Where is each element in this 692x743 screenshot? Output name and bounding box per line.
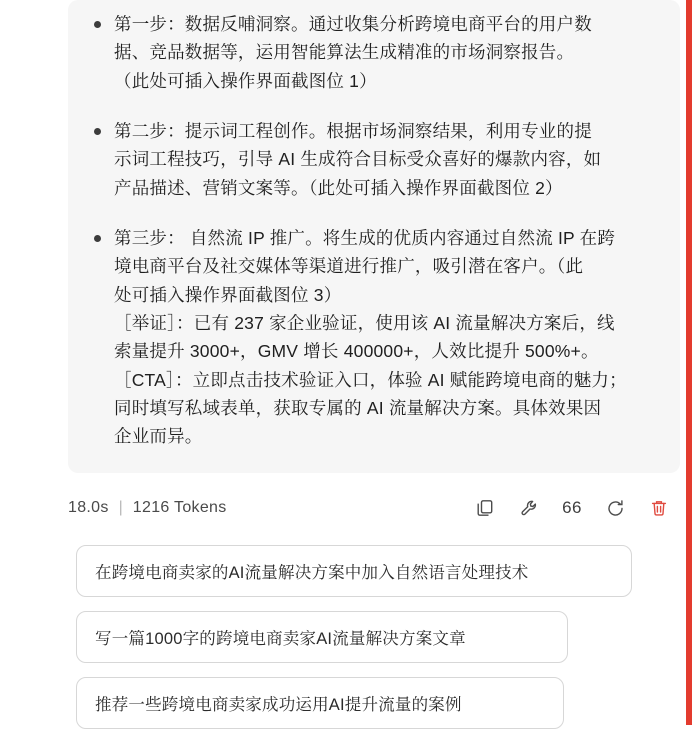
reaction-count[interactable]: 66 bbox=[562, 498, 582, 517]
step-line: 据、竞品数据等，运用智能算法生成精准的市场洞察报告。 bbox=[114, 42, 575, 63]
step-line: ［举证］：已有 237 家企业验证，使用该 AI 流量解决方案后，线 bbox=[114, 313, 615, 334]
bullet-icon bbox=[94, 235, 101, 242]
bullet-icon bbox=[94, 128, 101, 135]
wrench-icon[interactable] bbox=[518, 497, 540, 519]
refresh-icon[interactable] bbox=[604, 497, 626, 519]
step-line: 同时填写私域表单，获取专属的 AI 流量解决方案。具体效果因 bbox=[114, 398, 602, 419]
list-item bbox=[68, 10, 680, 95]
step-line: 示词工程技巧，引导 AI 生成符合目标受众喜好的爆款内容，如 bbox=[114, 149, 602, 170]
step-line: 第三步： 自然流 IP 推广。将生成的优质内容通过自然流 IP 在跨 bbox=[114, 228, 616, 249]
list-item bbox=[68, 224, 680, 451]
list-item bbox=[68, 117, 680, 202]
step-line: 处可插入操作界面截图位 3） bbox=[114, 284, 342, 305]
assistant-message-card bbox=[68, 0, 680, 473]
suggestion-chip[interactable]: 写一篇1000字的跨境电商卖家AI流量解决方案文章 bbox=[76, 611, 568, 663]
step-line: 第二步：提示词工程创作。根据市场洞察结果，利用专业的提 bbox=[114, 121, 592, 142]
meta-separator: | bbox=[118, 499, 123, 516]
message-actions bbox=[474, 497, 680, 519]
suggestion-chip[interactable]: 推荐一些跨境电商卖家成功运用AI提升流量的案例 bbox=[76, 677, 564, 729]
step-line: 第一步：数据反哺洞察。通过收集分析跨境电商平台的用户数 bbox=[114, 14, 592, 34]
message-meta-row bbox=[68, 487, 680, 529]
suggestion-chip[interactable]: 在跨境电商卖家的AI流量解决方案中加入自然语言处理技术 bbox=[76, 545, 632, 597]
step-line: 产品描述、营销文案等。（此处可插入操作界面截图位 2） bbox=[114, 177, 563, 198]
trash-icon[interactable] bbox=[648, 497, 670, 519]
token-usage: 1216 Tokens bbox=[132, 499, 227, 516]
steps-list bbox=[68, 10, 680, 451]
generation-duration: 18.0s bbox=[68, 499, 109, 516]
step-line: ［CTA］：立即点击技术验证入口，体验 AI 赋能跨境电商的魅力； bbox=[114, 369, 627, 390]
copy-icon[interactable] bbox=[474, 497, 496, 519]
bullet-icon bbox=[94, 21, 101, 28]
step-line: 索量提升 3000+，GMV 增长 400000+，人效比提升 500%+。 bbox=[114, 341, 599, 362]
step-line: 境电商平台及社交媒体等渠道进行推广，吸引潜在客户。（此 bbox=[114, 256, 584, 277]
right-edge-accent bbox=[686, 0, 692, 725]
step-line: （此处可插入操作界面截图位 1） bbox=[114, 70, 377, 91]
step-line: 企业而异。 bbox=[114, 426, 203, 447]
suggestion-list bbox=[76, 545, 676, 743]
